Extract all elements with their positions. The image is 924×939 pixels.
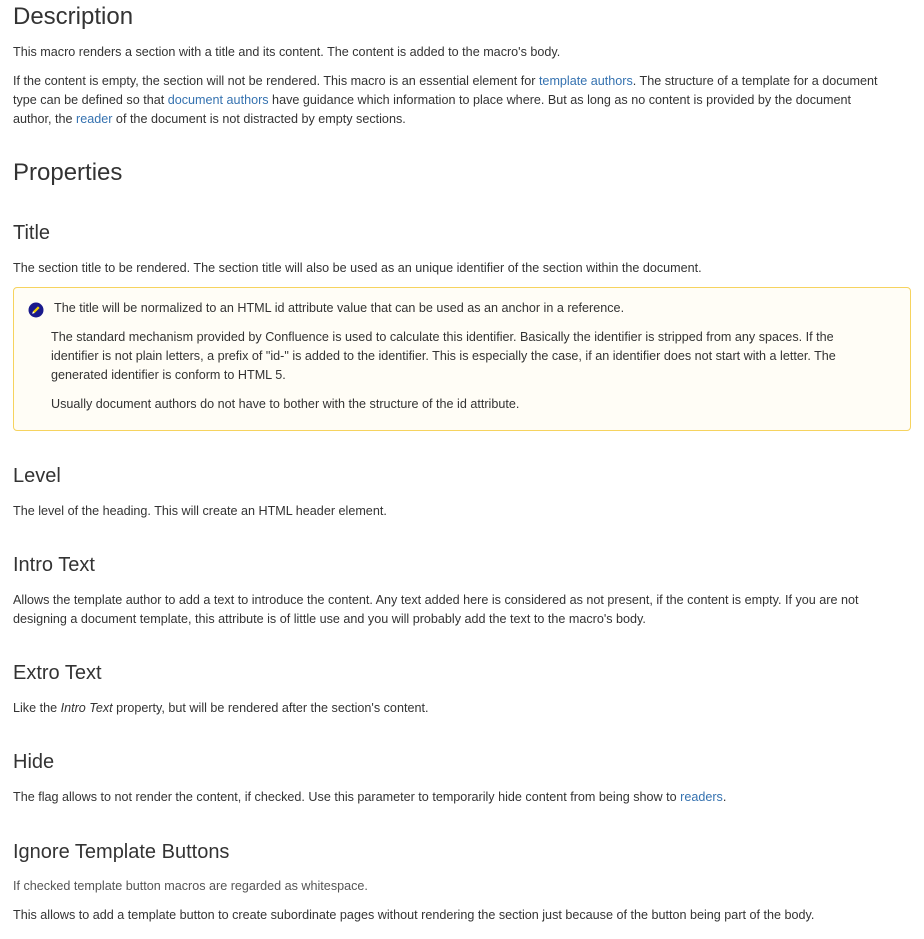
- intro-text-property-text: Allows the template author to add a text to introduce the content. Any text added here is considered as not present, if the content is empty. If you are not designing a document template, this attribute is of little use and you will probably add the text to the macro's body.: [13, 593, 859, 626]
- intro-text-property-heading: Intro Text: [13, 554, 95, 576]
- info-panel-title: The title will be normalized to an HTML id attribute value that can be used as an anchor in a reference.: [54, 301, 625, 315]
- pencil-icon: [28, 302, 44, 318]
- description-heading: Description: [13, 3, 134, 30]
- title-property-heading: Title: [13, 222, 51, 244]
- extro-text-property-heading: Extro Text: [13, 662, 102, 684]
- hide-property-text: The flag allows to not render the content, if checked. Use this parameter to temporarily hide content from being show to readers.: [13, 790, 727, 804]
- info-panel: [13, 287, 911, 431]
- template-authors-link[interactable]: template authors: [538, 74, 633, 88]
- description-paragraph-2: If the content is empty, the section will not be rendered. This macro is an essential element for template authors. The structure of a template for a document type can be defined so that document authors have guidance which information to place where. But as long as no content is provided by the document author, the reader of the document is not distracted by empty sections.: [13, 74, 878, 126]
- description-paragraph-1: This macro renders a section with a title and its content. The content is added to the macro's body.: [13, 45, 561, 59]
- title-property-text: The section title to be rendered. The section title will also be used as an unique identifier of the section within the document.: [13, 261, 702, 275]
- hide-property-heading: Hide: [13, 751, 55, 773]
- ignore-template-buttons-text-1: If checked template button macros are regarded as whitespace.: [13, 879, 368, 893]
- info-panel-paragraph-2: Usually document authors do not have to bother with the structure of the id attribute.: [51, 397, 520, 411]
- readers-link[interactable]: readers: [680, 790, 723, 804]
- properties-heading: Properties: [13, 159, 123, 186]
- level-property-text: The level of the heading. This will create an HTML header element.: [13, 504, 387, 518]
- reader-link[interactable]: reader: [76, 112, 113, 126]
- document-authors-link[interactable]: document authors: [167, 93, 269, 107]
- extro-text-property-text: Like the Intro Text property, but will be rendered after the section's content.: [13, 701, 429, 715]
- ignore-template-buttons-heading: Ignore Template Buttons: [13, 841, 230, 863]
- level-property-heading: Level: [13, 465, 61, 487]
- info-panel-paragraph-1: The standard mechanism provided by Confluence is used to calculate this identifier. Basically the identifier is stripped from any spaces. If the identifier is not plain letters, a prefix of "id-" is added to the identifier. This is especially the case, if an identifier does not start with a letter. The generated identifier is conform to HTML 5.: [51, 330, 836, 382]
- ignore-template-buttons-text-2: This allows to add a template button to create subordinate pages without rendering the section just because of the button being part of the body.: [13, 908, 815, 922]
